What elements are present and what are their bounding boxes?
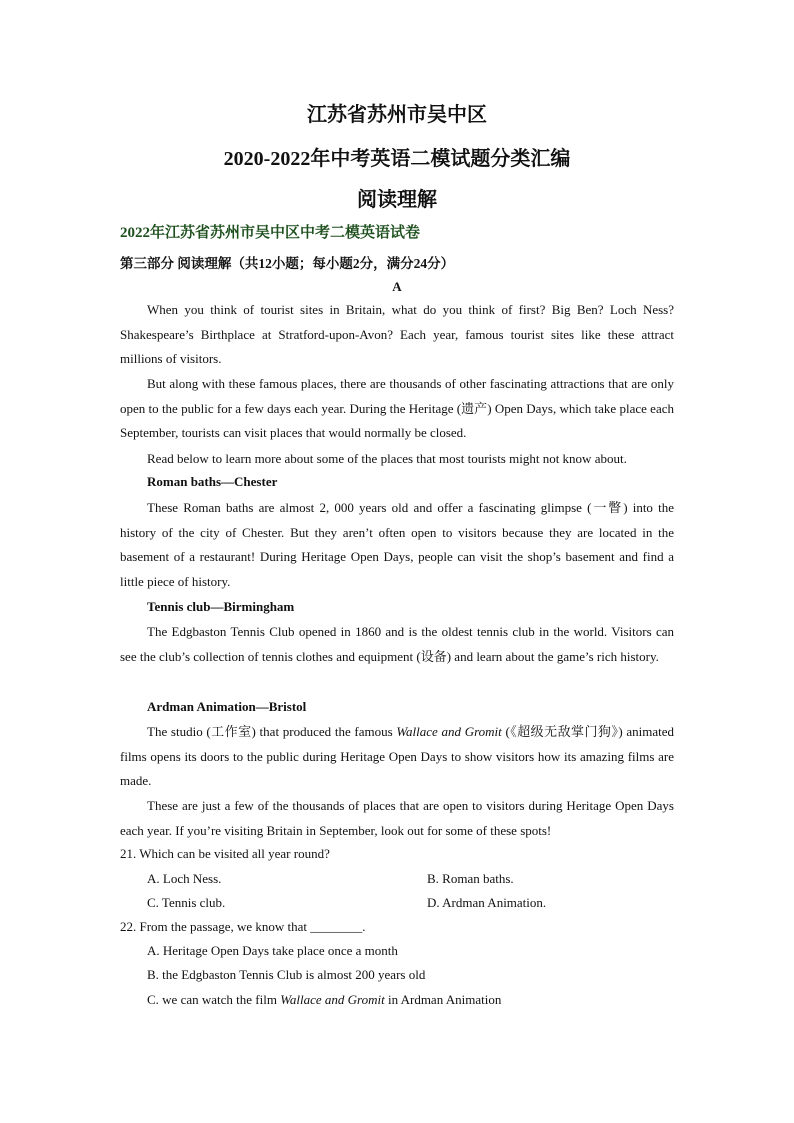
section-heading: 第三部分 阅读理解（共12小题；每小题2分，满分24分）	[120, 256, 455, 271]
doc-title-subject: 2020-2022年中考英语二模试题分类汇编	[223, 148, 571, 170]
question-22-film-title: Wallace and Gromit	[280, 992, 385, 1007]
question-21-stem: 21. Which can be visited all year round?	[120, 846, 330, 861]
paragraph-5-text: The Edgbaston Tennis Club opened in 1860 and is the oldest tennis club in the world. Visitors can see the club’s collection of tennis clothes and equipment (设备) and learn about the game’s rich history.	[120, 624, 674, 664]
paragraph-2-text: But along with these famous places, there are thousands of other fascinating attractions that are only open to the public for a few days each year. During the Heritage (遗产) Open Days, which take place each September, tourists can visit places that would normally be closed.	[120, 376, 674, 440]
question-22-option-c-text-b: in Ardman Animation	[384, 992, 502, 1007]
doc-title-region: 江苏省苏州市吴中区	[307, 104, 487, 126]
paragraph-6-text-b: (《超级无敌掌门狗》) animated films opens its doors to the public during Heritage Open Days to show visitors how its amazing films are made.	[120, 724, 675, 788]
paragraph-2	[120, 372, 674, 446]
paragraph-5	[120, 620, 674, 669]
heading-roman-baths: Roman baths—Chester	[147, 474, 278, 489]
paragraph-6	[120, 720, 674, 794]
paragraph-3	[120, 447, 674, 472]
heading-ardman-animation: Ardman Animation—Bristol	[147, 699, 307, 714]
paragraph-6-text-a: The studio (工作室) that produced the famous	[147, 724, 397, 739]
exam-title: 2022年江苏省苏州市吴中区中考二模英语试卷	[120, 225, 421, 241]
question-22-option-c	[147, 992, 501, 1008]
passage-letter: A	[392, 279, 402, 294]
paragraph-4-text: These Roman baths are almost 2, 000 years old and offer a fascinating glimpse (一瞥) into the history of the city of Chester. But they aren’t often open to visitors because they are located in the basement of a restaurant! During Heritage Open Days, people can visit the shop’s basement and find a little piece of history.	[120, 500, 674, 589]
question-21-option-a: A. Loch Ness.	[147, 871, 222, 886]
paragraph-3-text: Read below to learn more about some of the places that most tourists might not know about.	[147, 451, 627, 466]
paragraph-1	[120, 298, 674, 372]
question-21-option-d: D. Ardman Animation.	[427, 895, 547, 910]
film-title: Wallace and Gromit	[396, 724, 502, 739]
paragraph-1-text: When you think of tourist sites in Britain, what do you think of first? Big Ben? Loch Ness? Shakespeare’s Birthplace at Stratford-upon-Avon? Each year, famous tourist sites like these attract millions of visitors.	[120, 302, 674, 366]
question-22-option-c-text-a: C. we can watch the film	[147, 992, 281, 1007]
heading-tennis-club: Tennis club—Birmingham	[147, 599, 295, 614]
paragraph-7-text: These are just a few of the thousands of places that are open to visitors during Heritage Open Days each year. If you’re visiting Britain in September, look out for some of these spots!	[120, 798, 674, 838]
question-22-stem: 22. From the passage, we know that ________.	[120, 919, 366, 934]
doc-title-topic: 阅读理解	[357, 189, 437, 211]
question-21-option-c: C. Tennis club.	[147, 895, 226, 910]
question-21-option-b: B. Roman baths.	[427, 871, 514, 886]
question-22-option-b: B. the Edgbaston Tennis Club is almost 200 years old	[147, 967, 426, 982]
question-22-option-a: A. Heritage Open Days take place once a month	[147, 943, 398, 958]
paragraph-4	[120, 496, 674, 594]
paragraph-7	[120, 794, 674, 843]
